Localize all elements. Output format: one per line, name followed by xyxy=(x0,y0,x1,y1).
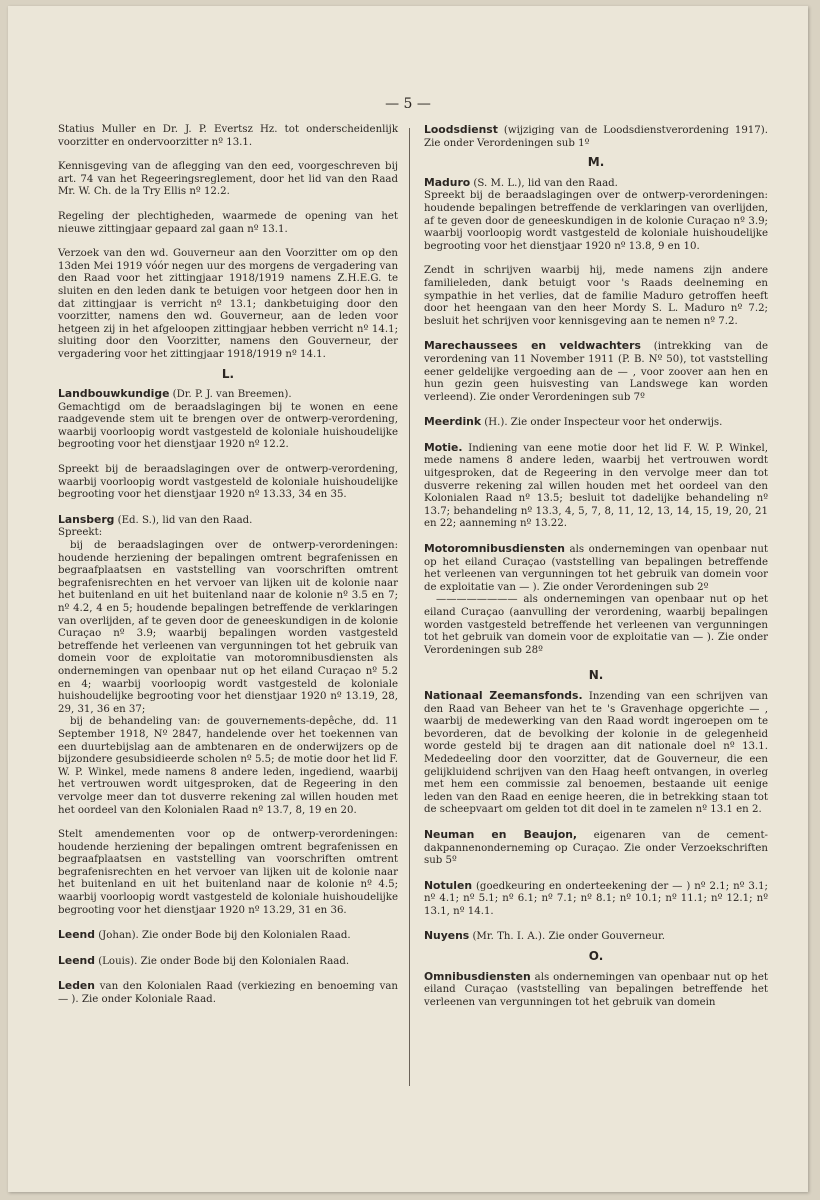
entry-text: (H.). Zie onder Inspecteur voor het onderwijs. xyxy=(481,417,723,429)
entry-text: Indiening van eene motie door het lid F. W. P. Winkel, mede namens 8 andere leden, waarbij het vertrouwen wordt uitgesproken, dat de Regeering in den vervolge meer dan tot dusverre rekening zal willen houden met het oordeel van den Kolonialen Raad nº 13.5; besluit tot dadelijke behandeling nº 13.7; behandeling nº 13.3, 4, 5, 7, 8, 11, 12, 13, 14, 15, 19, 20, 21 en 22; aanneming nº 13.22. xyxy=(424,442,768,530)
section-letter: L. xyxy=(221,366,235,381)
index-entry xyxy=(424,124,768,150)
index-entry xyxy=(424,416,768,430)
paragraph: ———————— als ondernemingen van openbaar nut op het eiland Curaçao (aanvulling der verordening, waarbij bepalingen worden vastgesteld betreffende het verleenen van vergunningen tot het gebruik van domein voor de exploitatie van — ). Zie onder Verordeningen sub 28º xyxy=(424,594,768,656)
paragraph: Kennisgeving van de aflegging van den eed, voorgeschreven bij art. 74 van het Regeeringsreglement, door het lid van den Raad Mr. W. Ch. de la Try Ellis nº 12.2. xyxy=(58,161,398,198)
entry-heading: Motie. xyxy=(424,440,463,454)
paragraph: Spreekt bij de beraadslagingen over de ontwerp-verordening, waarbij voorloopig wordt vastgesteld de koloniale huishoudelijke begrooting voor het dienstjaar 1920 nº 13.33, 34 en 35. xyxy=(58,464,398,501)
entry-text: (intrekking van de verordening van 11 November 1911 (P. B. Nº 50), tot vaststelling eener geldelijke vergoeding aan de — , voor zoover aan hen en hun gezin geen huisvesting van Landswege kan worden verleend). Zie onder Verordeningen sub 7º xyxy=(424,341,768,403)
paragraph: Gemachtigd om de beraadslagingen bij te wonen en eene raadgevende stem uit te brengen over de ontwerp-verordening, waarbij voorloopig wordt vastgesteld de koloniale huishoudelijke begrooting voor het dienstjaar 1920 nº 12.2. xyxy=(58,401,398,451)
paragraph: bij de behandeling van: de gouvernements-depêche, dd. 11 September 1918, Nº 2847, handelende over het toekennen van een duurtebijslag aan de ambtenaren en de onderwijzers op de bijzondere gesubsidieerde scholen nº 5.5; de motie door het lid F. W. P. Winkel, mede namens 8 andere leden, ingediend, waarbij het vertrouwen wordt uitgesproken, dat de Regeering in den vervolge meer dan tot dusverre rekening zal willen houden met het oordeel van den Kolonialen Raad nº 13.7, 8, 19 en 20. xyxy=(58,716,398,816)
index-entry xyxy=(424,543,768,594)
section-letter: M. xyxy=(587,155,605,170)
entry-heading: Nuyens xyxy=(424,929,470,943)
index-entry xyxy=(424,340,768,404)
entry-text: als ondernemingen van openbaar nut op het eiland Curaçao (vaststelling van bepalingen betreffende het verleenen van vergunningen tot het gebruik van domein xyxy=(424,971,768,1008)
index-entry xyxy=(58,980,398,1006)
entry-heading: Nationaal Zeemansfonds. xyxy=(424,688,583,702)
right-column xyxy=(424,124,768,1021)
entry-heading: Maduro xyxy=(424,175,471,189)
page-number: — 5 — xyxy=(385,96,431,112)
paragraph: Zendt in schrijven waarbij hij, mede namens zijn andere familieleden, dank betuigt voor 's Raads deelneming en sympathie in het verlies, dat de familie Maduro getroffen heeft door het heengaan van den heer Mordy S. L. Maduro nº 7.2; besluit het schrijven voor kennisgeving aan te nemen nº 7.2. xyxy=(424,265,768,327)
index-entry xyxy=(424,442,768,531)
entry-text: eigenaren van de cement-dakpannenonderneming op Curaçao. Zie onder Verzoekschriften sub 5º xyxy=(424,829,768,867)
section-letter: N. xyxy=(588,668,604,683)
entry-heading: Leend xyxy=(58,928,95,942)
index-entry xyxy=(58,929,398,943)
entry-heading: Motoromnibusdiensten xyxy=(424,542,565,556)
entry-text: (goedkeuring en onderteekening der — ) nº 2.1; nº 3.1; nº 4.1; nº 5.1; nº 6.1; nº 7.1; nº 8.1; nº 10.1; nº 11.1; nº 12.1; nº 13.1, nº 14.1. xyxy=(424,880,768,917)
paragraph: Regeling der plechtigheden, waarmede de opening van het nieuwe zittingjaar gepaard zal gaan nº 13.1. xyxy=(58,210,398,235)
section-letter: O. xyxy=(588,949,604,964)
entry-heading: Landbouwkundige xyxy=(58,387,170,401)
index-entry xyxy=(424,690,768,817)
index-entry xyxy=(58,514,398,528)
entry-text: (S. M. L.), lid van den Raad. xyxy=(470,177,618,189)
entry-text: als ondernemingen van openbaar nut op het eiland Curaçao (vaststelling van bepalingen betreffende het verleenen van vergunningen tot het gebruik van domein voor de exploitatie van — ). Zie onder Verordeningen sub 2º xyxy=(424,544,768,593)
paragraph: Stelt amendementen voor op de ontwerp-verordeningen: houdende herziening der bepalingen omtrent begrafenissen en begraafplaatsen en vaststelling van voorschriften omtrent begrafenisrechten en het vervoer van lijken uit de kolonie naar het buitenland en uit het buitenland naar de kolonie nº 4.5; waarbij voorloopig wordt vastgesteld de koloniale huishoudelijke begrooting voor het dienstjaar 1920 nº 13.29, 31 en 36. xyxy=(58,829,398,916)
entry-heading: Omnibusdiensten xyxy=(424,969,531,983)
column-divider xyxy=(409,128,410,1086)
index-entry xyxy=(424,880,768,919)
document-page xyxy=(8,6,808,1192)
entry-text: van den Kolonialen Raad (verkiezing en benoeming van — ). Zie onder Koloniale Raad. xyxy=(58,981,398,1006)
index-entry xyxy=(58,388,398,402)
entry-heading: Loodsdienst xyxy=(424,123,498,136)
index-entry xyxy=(424,177,768,191)
paragraph: Spreekt: xyxy=(58,527,103,539)
entry-heading: Leden xyxy=(58,979,95,993)
index-entry xyxy=(424,930,768,944)
paragraph: bij de beraadslagingen over de ontwerp-verordeningen: houdende herziening der bepalingen omtrent begrafenissen en begraafplaatsen en vaststelling van voorschriften omtrent begrafenisrechten en het vervoer van lijken uit de kolonie naar het buitenland en uit het buitenland naar de kolonie nº 3.5 en 7; nº 4.2, 4 en 5; houdende bepalingen betreffende de verklaringen van overlijden, af te geven door de geneeskundigen in de kolonie Curaçao nº 3.9; waarbij bepalingen worden vastgesteld betreffende het verleenen van vergunningen tot het gebruik van domein voor de exploitatie van motoromnibusdiensten als ondernemingen van openbaar nut op het eiland Curaçao nº 5.2 en 4; waarbij voorloopig wordt vastgesteld de koloniale huishoudelijke begrooting voor het dienstjaar 1920 nº 13.19, 28, 29, 31, 36 en 37; xyxy=(58,540,398,715)
entry-text: (Mr. Th. I. A.). Zie onder Gouverneur. xyxy=(469,931,666,943)
entry-text: (Ed. S.), lid van den Raad. xyxy=(114,514,253,526)
entry-heading: Lansberg xyxy=(58,512,115,526)
index-entry xyxy=(58,955,398,969)
paragraph: Statius Muller en Dr. J. P. Evertsz Hz. tot onderscheidenlijk voorzitter en ondervoorzitter nº 13.1. xyxy=(58,124,398,148)
entry-text: (Johan). Zie onder Bode bij den Kolonialen Raad. xyxy=(94,930,351,942)
left-column xyxy=(58,124,398,1019)
entry-heading: Notulen xyxy=(424,878,473,892)
entry-heading: Leend xyxy=(58,953,95,967)
paragraph: Spreekt bij de beraadslagingen over de ontwerp-verordeningen: houdende bepalingen betreffende de verklaringen van overlijden, af te geven door de geneeskundigen in de kolonie Curaçao nº 3.9; waarbij voorloopig wordt vastgesteld de koloniale huishoudelijke begrooting voor het dienstjaar 1920 nº 13.8, 9 en 10. xyxy=(424,190,768,252)
index-entry xyxy=(424,829,768,868)
entry-heading: Meerdink xyxy=(424,415,482,429)
entry-heading: Marechaussees en veldwachters xyxy=(424,339,641,353)
entry-heading: Neuman en Beaujon, xyxy=(424,827,578,841)
entry-text: (Dr. P. J. van Breemen). xyxy=(169,389,292,401)
entry-text: (wijziging van de Loodsdienstverordening 1917). Zie onder Verordeningen sub 1º xyxy=(424,125,768,149)
index-entry xyxy=(424,971,768,1010)
entry-text: (Louis). Zie onder Bode bij den Kolonialen Raad. xyxy=(94,955,350,967)
entry-text: Inzending van een schrijven van den Raad van Beheer van het te 's Gravenhage opgerichte — , waarbij de medewerking van den Raad wordt ingeroepen om te bevorderen, dat de bevolking der kolonie in de gelegenheid worde gesteld bij te dragen aan dit nationale doel nº 13.1. Mededeeling door den voorzitter, dat de Gouverneur, die een gelijkluidend schrijven van den Haag heeft ontvangen, in overleg met hem een commissie zal benoemen, bestaande uit eenige leden van den Raad en eenige heeren, die in betrekking staan tot de scheepvaart om gelden tot dit doel in te zamelen nº 13.1 en 2. xyxy=(424,690,768,816)
paragraph: Verzoek van den wd. Gouverneur aan den Voorzitter om op den 13den Mei 1919 vóór negen uur des morgens de vergadering van den Raad voor het zittingjaar 1918/1919 namens Z.H.E.G. te sluiten en den leden dank te betuigen voor hetgeen door hen in dat zittingjaar is verricht nº 13.1; dankbetuiging door den voorzitter, namens den wd. Gouverneur, aan de leden voor hetgeen zij in het afgeloopen zittingjaar hebben verricht nº 14.1; sluiting door den Voorzitter, namens den Gouverneur, der vergadering voor het zittingjaar 1918/1919 nº 14.1. xyxy=(58,248,398,360)
